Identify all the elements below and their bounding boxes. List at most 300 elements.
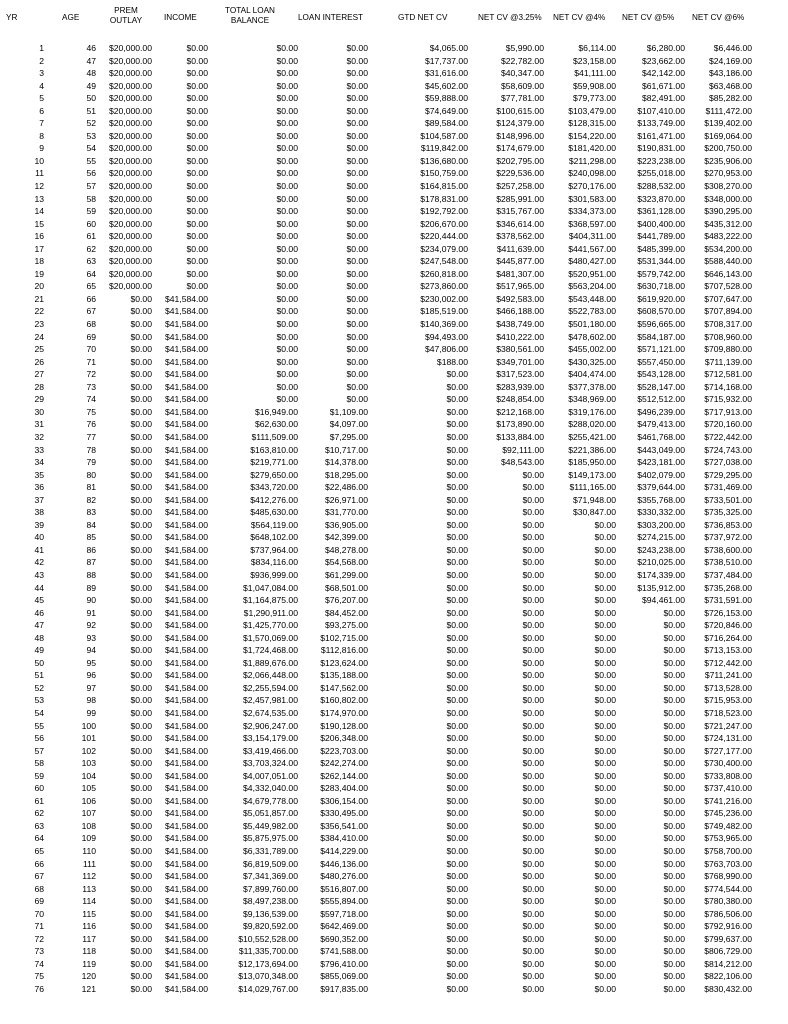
cell-net-cv-5: $330,332.00 bbox=[637, 507, 685, 518]
cell-net-cv-5: $0.00 bbox=[663, 946, 685, 957]
table-row bbox=[0, 807, 788, 820]
cell-total-loan-balance: $279,650.00 bbox=[250, 469, 298, 480]
cell-net-cv-4: $0.00 bbox=[594, 783, 616, 794]
cell-loan-interest: $0.00 bbox=[346, 43, 368, 53]
cell-gtd-net-cv: $0.00 bbox=[446, 745, 468, 756]
cell-net-cv-5: $0.00 bbox=[663, 607, 685, 618]
cell-net-cv-4: $0.00 bbox=[594, 871, 616, 882]
cell-net-cv-5: $255,018.00 bbox=[637, 168, 685, 179]
cell-gtd-net-cv: $0.00 bbox=[446, 670, 468, 681]
cell-net-cv-4: $255,421.00 bbox=[568, 431, 616, 442]
cell-net-cv-6: $308,270.00 bbox=[704, 181, 752, 192]
cell-loan-interest: $690,352.00 bbox=[320, 933, 368, 944]
table-row bbox=[0, 117, 788, 130]
cell-age: 106 bbox=[81, 795, 96, 806]
cell-yr: 21 bbox=[34, 293, 44, 304]
cell-net-cv-5: $42,142.00 bbox=[641, 68, 685, 79]
cell-income: $0.00 bbox=[186, 256, 208, 267]
table-row bbox=[0, 519, 788, 532]
cell-net-cv-6: $735,268.00 bbox=[704, 582, 752, 593]
cell-yr: 20 bbox=[34, 281, 44, 292]
cell-net-cv-6: $731,591.00 bbox=[704, 595, 752, 606]
table-row bbox=[0, 770, 788, 783]
cell-loan-interest: $516,807.00 bbox=[320, 883, 368, 894]
cell-net-cv-5: $528,147.00 bbox=[637, 381, 685, 392]
cell-net-cv-325: $445,877.00 bbox=[496, 256, 544, 267]
cell-prem-outlay: $0.00 bbox=[130, 707, 152, 718]
cell-prem-outlay: $0.00 bbox=[130, 532, 152, 543]
cell-net-cv-5: $135,912.00 bbox=[637, 582, 685, 593]
cell-net-cv-5: $243,238.00 bbox=[637, 544, 685, 555]
cell-net-cv-6: $348,000.00 bbox=[704, 193, 752, 204]
cell-net-cv-6: $737,410.00 bbox=[704, 783, 752, 794]
cell-total-loan-balance: $0.00 bbox=[276, 243, 298, 254]
cell-loan-interest: $446,136.00 bbox=[320, 858, 368, 869]
cell-yr: 2 bbox=[39, 55, 44, 66]
cell-loan-interest: $42,399.00 bbox=[324, 532, 368, 543]
cell-income: $41,584.00 bbox=[164, 494, 208, 505]
cell-age: 101 bbox=[81, 733, 96, 744]
cell-prem-outlay: $20,000.00 bbox=[108, 43, 152, 53]
cell-total-loan-balance: $0.00 bbox=[276, 93, 298, 104]
cell-prem-outlay: $0.00 bbox=[130, 795, 152, 806]
cell-loan-interest: $796,410.00 bbox=[320, 958, 368, 969]
cell-total-loan-balance: $0.00 bbox=[276, 281, 298, 292]
cell-gtd-net-cv: $0.00 bbox=[446, 469, 468, 480]
cell-prem-outlay: $0.00 bbox=[130, 519, 152, 530]
cell-loan-interest: $1,109.00 bbox=[329, 406, 368, 417]
cell-gtd-net-cv: $0.00 bbox=[446, 682, 468, 693]
cell-net-cv-325: $0.00 bbox=[522, 783, 544, 794]
cell-prem-outlay: $20,000.00 bbox=[108, 193, 152, 204]
cell-net-cv-325: $0.00 bbox=[522, 632, 544, 643]
cell-prem-outlay: $20,000.00 bbox=[108, 80, 152, 91]
table-row bbox=[0, 531, 788, 544]
cell-net-cv-325: $0.00 bbox=[522, 494, 544, 505]
cell-loan-interest: $14,378.00 bbox=[324, 457, 368, 468]
cell-loan-interest: $0.00 bbox=[346, 256, 368, 267]
cell-net-cv-5: $0.00 bbox=[663, 921, 685, 932]
cell-net-cv-5: $0.00 bbox=[663, 871, 685, 882]
cell-yr: 10 bbox=[34, 155, 44, 166]
cell-income: $41,584.00 bbox=[164, 482, 208, 493]
cell-total-loan-balance: $0.00 bbox=[276, 231, 298, 242]
cell-total-loan-balance: $0.00 bbox=[276, 118, 298, 129]
cell-yr: 12 bbox=[34, 181, 44, 192]
cell-prem-outlay: $0.00 bbox=[130, 306, 152, 317]
cell-yr: 56 bbox=[34, 733, 44, 744]
cell-income: $41,584.00 bbox=[164, 406, 208, 417]
cell-gtd-net-cv: $234,079.00 bbox=[420, 243, 468, 254]
cell-net-cv-4: $441,567.00 bbox=[568, 243, 616, 254]
cell-age: 61 bbox=[86, 231, 96, 242]
cell-gtd-net-cv: $0.00 bbox=[446, 419, 468, 430]
cell-net-cv-6: $390,295.00 bbox=[704, 206, 752, 217]
cell-net-cv-5: $0.00 bbox=[663, 657, 685, 668]
cell-loan-interest: $597,718.00 bbox=[320, 908, 368, 919]
cell-net-cv-325: $0.00 bbox=[522, 657, 544, 668]
cell-loan-interest: $480,276.00 bbox=[320, 871, 368, 882]
cell-income: $41,584.00 bbox=[164, 670, 208, 681]
cell-net-cv-6: $169,064.00 bbox=[704, 130, 752, 141]
cell-income: $41,584.00 bbox=[164, 896, 208, 907]
cell-net-cv-4: $270,176.00 bbox=[568, 181, 616, 192]
cell-net-cv-5: $0.00 bbox=[663, 971, 685, 982]
cell-net-cv-325: $0.00 bbox=[522, 733, 544, 744]
table-row bbox=[0, 193, 788, 206]
cell-net-cv-325: $0.00 bbox=[522, 707, 544, 718]
cell-gtd-net-cv: $0.00 bbox=[446, 896, 468, 907]
cell-income: $0.00 bbox=[186, 243, 208, 254]
cell-age: 84 bbox=[86, 519, 96, 530]
cell-gtd-net-cv: $94,493.00 bbox=[424, 331, 468, 342]
cell-net-cv-6: $758,700.00 bbox=[704, 846, 752, 856]
cell-net-cv-4: $128,315.00 bbox=[568, 118, 616, 129]
cell-loan-interest: $0.00 bbox=[346, 356, 368, 367]
cell-net-cv-4: $319,176.00 bbox=[568, 406, 616, 417]
cell-total-loan-balance: $1,724,468.00 bbox=[243, 645, 298, 656]
cell-net-cv-5: $579,742.00 bbox=[637, 268, 685, 279]
table-row bbox=[0, 795, 788, 808]
cell-loan-interest: $61,299.00 bbox=[324, 569, 368, 580]
cell-gtd-net-cv: $45,602.00 bbox=[424, 80, 468, 91]
cell-net-cv-325: $0.00 bbox=[522, 984, 544, 995]
cell-total-loan-balance: $3,703,324.00 bbox=[243, 758, 298, 769]
cell-net-cv-4: $79,773.00 bbox=[572, 93, 616, 104]
cell-net-cv-325: $0.00 bbox=[522, 795, 544, 806]
cell-net-cv-4: $0.00 bbox=[594, 820, 616, 831]
cell-gtd-net-cv: $140,369.00 bbox=[420, 319, 468, 330]
cell-gtd-net-cv: $247,548.00 bbox=[420, 256, 468, 267]
cell-gtd-net-cv: $0.00 bbox=[446, 569, 468, 580]
cell-yr: 8 bbox=[39, 130, 44, 141]
cell-age: 105 bbox=[81, 783, 96, 794]
cell-net-cv-5: $355,768.00 bbox=[637, 494, 685, 505]
cell-net-cv-325: $58,609.00 bbox=[500, 80, 544, 91]
cell-income: $41,584.00 bbox=[164, 569, 208, 580]
cell-prem-outlay: $0.00 bbox=[130, 431, 152, 442]
cell-net-cv-5: $107,410.00 bbox=[637, 105, 685, 116]
cell-net-cv-4: $520,951.00 bbox=[568, 268, 616, 279]
cell-age: 109 bbox=[81, 833, 96, 844]
table-row bbox=[0, 431, 788, 444]
table-row bbox=[0, 180, 788, 193]
cell-gtd-net-cv: $0.00 bbox=[446, 833, 468, 844]
cell-net-cv-325: $317,523.00 bbox=[496, 369, 544, 380]
cell-income: $41,584.00 bbox=[164, 921, 208, 932]
cell-gtd-net-cv: $0.00 bbox=[446, 933, 468, 944]
cell-age: 99 bbox=[86, 707, 96, 718]
cell-gtd-net-cv: $47,806.00 bbox=[424, 344, 468, 355]
cell-net-cv-325: $0.00 bbox=[522, 971, 544, 982]
cell-income: $41,584.00 bbox=[164, 846, 208, 856]
cell-income: $41,584.00 bbox=[164, 306, 208, 317]
cell-loan-interest: $414,229.00 bbox=[320, 846, 368, 856]
cell-loan-interest: $112,816.00 bbox=[320, 645, 368, 656]
cell-prem-outlay: $0.00 bbox=[130, 457, 152, 468]
cell-age: 57 bbox=[86, 181, 96, 192]
cell-prem-outlay: $20,000.00 bbox=[108, 118, 152, 129]
cell-net-cv-5: $461,768.00 bbox=[637, 431, 685, 442]
cell-net-cv-4: $301,583.00 bbox=[568, 193, 616, 204]
table-row bbox=[0, 331, 788, 344]
cell-net-cv-5: $6,280.00 bbox=[646, 43, 685, 53]
cell-age: 98 bbox=[86, 695, 96, 706]
cell-gtd-net-cv: $0.00 bbox=[446, 846, 468, 856]
cell-net-cv-4: $23,158.00 bbox=[572, 55, 616, 66]
cell-yr: 58 bbox=[34, 758, 44, 769]
cell-loan-interest: $206,348.00 bbox=[320, 733, 368, 744]
cell-gtd-net-cv: $0.00 bbox=[446, 657, 468, 668]
cell-net-cv-4: $0.00 bbox=[594, 670, 616, 681]
cell-prem-outlay: $20,000.00 bbox=[108, 181, 152, 192]
cell-net-cv-6: $729,295.00 bbox=[704, 469, 752, 480]
cell-net-cv-325: $517,965.00 bbox=[496, 281, 544, 292]
cell-yr: 27 bbox=[34, 369, 44, 380]
cell-total-loan-balance: $11,335,700.00 bbox=[238, 946, 298, 957]
cell-prem-outlay: $0.00 bbox=[130, 808, 152, 819]
table-row bbox=[0, 305, 788, 318]
cell-net-cv-325: $0.00 bbox=[522, 557, 544, 568]
cell-net-cv-325: $173,890.00 bbox=[496, 419, 544, 430]
cell-age: 54 bbox=[86, 143, 96, 154]
cell-loan-interest: $10,717.00 bbox=[324, 444, 368, 455]
header-net-cv-4: NET CV @4% bbox=[553, 13, 606, 22]
cell-age: 108 bbox=[81, 820, 96, 831]
cell-yr: 38 bbox=[34, 507, 44, 518]
cell-net-cv-6: $737,972.00 bbox=[704, 532, 752, 543]
cell-yr: 34 bbox=[34, 457, 44, 468]
cell-net-cv-325: $0.00 bbox=[522, 532, 544, 543]
cell-net-cv-4: $0.00 bbox=[594, 808, 616, 819]
table-row bbox=[0, 393, 788, 406]
cell-net-cv-4: $0.00 bbox=[594, 933, 616, 944]
cell-income: $41,584.00 bbox=[164, 733, 208, 744]
cell-prem-outlay: $20,000.00 bbox=[108, 268, 152, 279]
cell-total-loan-balance: $4,007,051.00 bbox=[243, 770, 298, 781]
cell-loan-interest: $0.00 bbox=[346, 168, 368, 179]
table-row bbox=[0, 218, 788, 231]
cell-total-loan-balance: $0.00 bbox=[276, 331, 298, 342]
cell-gtd-net-cv: $0.00 bbox=[446, 632, 468, 643]
table-header bbox=[0, 0, 788, 38]
table-body bbox=[0, 42, 788, 996]
cell-income: $0.00 bbox=[186, 130, 208, 141]
cell-income: $41,584.00 bbox=[164, 457, 208, 468]
cell-net-cv-4: $240,098.00 bbox=[568, 168, 616, 179]
table-row bbox=[0, 343, 788, 356]
cell-net-cv-325: $77,781.00 bbox=[500, 93, 544, 104]
cell-income: $41,584.00 bbox=[164, 582, 208, 593]
table-row bbox=[0, 142, 788, 155]
cell-net-cv-325: $0.00 bbox=[522, 758, 544, 769]
cell-age: 77 bbox=[86, 431, 96, 442]
cell-prem-outlay: $20,000.00 bbox=[108, 155, 152, 166]
cell-age: 46 bbox=[86, 43, 96, 53]
cell-net-cv-325: $410,222.00 bbox=[496, 331, 544, 342]
cell-net-cv-6: $806,729.00 bbox=[704, 946, 752, 957]
cell-loan-interest: $283,404.00 bbox=[320, 783, 368, 794]
cell-net-cv-325: $466,188.00 bbox=[496, 306, 544, 317]
cell-net-cv-5: $0.00 bbox=[663, 846, 685, 856]
cell-gtd-net-cv: $220,444.00 bbox=[420, 231, 468, 242]
cell-age: 117 bbox=[82, 933, 96, 944]
cell-total-loan-balance: $9,136,539.00 bbox=[243, 908, 298, 919]
cell-net-cv-4: $0.00 bbox=[594, 733, 616, 744]
cell-total-loan-balance: $8,497,238.00 bbox=[243, 896, 298, 907]
cell-gtd-net-cv: $0.00 bbox=[446, 431, 468, 442]
table-row bbox=[0, 858, 788, 871]
cell-loan-interest: $36,905.00 bbox=[324, 519, 368, 530]
cell-loan-interest: $0.00 bbox=[346, 80, 368, 91]
cell-total-loan-balance: $3,419,466.00 bbox=[243, 745, 298, 756]
cell-income: $0.00 bbox=[186, 181, 208, 192]
cell-net-cv-6: $720,846.00 bbox=[704, 620, 752, 631]
cell-yr: 62 bbox=[34, 808, 44, 819]
table-row bbox=[0, 280, 788, 293]
cell-income: $41,584.00 bbox=[164, 645, 208, 656]
cell-total-loan-balance: $1,290,911.00 bbox=[243, 607, 298, 618]
cell-prem-outlay: $0.00 bbox=[130, 733, 152, 744]
cell-prem-outlay: $0.00 bbox=[130, 896, 152, 907]
cell-gtd-net-cv: $0.00 bbox=[446, 369, 468, 380]
cell-net-cv-325: $0.00 bbox=[522, 921, 544, 932]
cell-net-cv-4: $30,847.00 bbox=[572, 507, 616, 518]
cell-gtd-net-cv: $0.00 bbox=[446, 720, 468, 731]
cell-net-cv-325: $283,939.00 bbox=[496, 381, 544, 392]
cell-net-cv-6: $714,168.00 bbox=[704, 381, 752, 392]
cell-loan-interest: $741,588.00 bbox=[320, 946, 368, 957]
cell-gtd-net-cv: $0.00 bbox=[446, 695, 468, 706]
cell-prem-outlay: $0.00 bbox=[130, 745, 152, 756]
cell-net-cv-325: $0.00 bbox=[522, 933, 544, 944]
cell-net-cv-4: $430,325.00 bbox=[568, 356, 616, 367]
cell-total-loan-balance: $0.00 bbox=[276, 306, 298, 317]
cell-income: $41,584.00 bbox=[164, 833, 208, 844]
cell-net-cv-4: $0.00 bbox=[594, 984, 616, 995]
table-row bbox=[0, 895, 788, 908]
cell-net-cv-5: $0.00 bbox=[663, 620, 685, 631]
cell-income: $41,584.00 bbox=[164, 720, 208, 731]
cell-net-cv-6: $483,222.00 bbox=[704, 231, 752, 242]
cell-yr: 68 bbox=[34, 883, 44, 894]
table-row bbox=[0, 243, 788, 256]
cell-total-loan-balance: $5,875,975.00 bbox=[243, 833, 298, 844]
cell-gtd-net-cv: $0.00 bbox=[446, 820, 468, 831]
table-row bbox=[0, 682, 788, 695]
cell-net-cv-325: $212,168.00 bbox=[496, 406, 544, 417]
cell-net-cv-5: $210,025.00 bbox=[637, 557, 685, 568]
cell-loan-interest: $0.00 bbox=[346, 68, 368, 79]
cell-loan-interest: $0.00 bbox=[346, 193, 368, 204]
table-row bbox=[0, 105, 788, 118]
cell-gtd-net-cv: $0.00 bbox=[446, 595, 468, 606]
cell-total-loan-balance: $0.00 bbox=[276, 319, 298, 330]
cell-net-cv-325: $0.00 bbox=[522, 745, 544, 756]
cell-net-cv-6: $713,528.00 bbox=[704, 682, 752, 693]
cell-total-loan-balance: $0.00 bbox=[276, 356, 298, 367]
cell-net-cv-325: $148,996.00 bbox=[496, 130, 544, 141]
cell-net-cv-5: $0.00 bbox=[663, 883, 685, 894]
cell-loan-interest: $174,970.00 bbox=[320, 707, 368, 718]
cell-gtd-net-cv: $178,831.00 bbox=[420, 193, 468, 204]
cell-income: $41,584.00 bbox=[164, 783, 208, 794]
cell-net-cv-325: $0.00 bbox=[522, 833, 544, 844]
cell-yr: 9 bbox=[39, 143, 44, 154]
cell-gtd-net-cv: $0.00 bbox=[446, 507, 468, 518]
cell-total-loan-balance: $0.00 bbox=[276, 381, 298, 392]
cell-net-cv-6: $43,186.00 bbox=[708, 68, 752, 79]
cell-loan-interest: $330,495.00 bbox=[320, 808, 368, 819]
cell-gtd-net-cv: $74,649.00 bbox=[424, 105, 468, 116]
cell-net-cv-4: $334,373.00 bbox=[568, 206, 616, 217]
cell-loan-interest: $262,144.00 bbox=[320, 770, 368, 781]
cell-prem-outlay: $0.00 bbox=[130, 783, 152, 794]
cell-age: 51 bbox=[86, 105, 96, 116]
cell-income: $41,584.00 bbox=[164, 958, 208, 969]
cell-prem-outlay: $0.00 bbox=[130, 958, 152, 969]
cell-net-cv-325: $0.00 bbox=[522, 946, 544, 957]
cell-net-cv-6: $715,953.00 bbox=[704, 695, 752, 706]
cell-age: 47 bbox=[86, 55, 96, 66]
cell-gtd-net-cv: $0.00 bbox=[446, 984, 468, 995]
cell-net-cv-325: $257,258.00 bbox=[496, 181, 544, 192]
cell-net-cv-6: $730,400.00 bbox=[704, 758, 752, 769]
cell-age: 78 bbox=[86, 444, 96, 455]
cell-income: $41,584.00 bbox=[164, 682, 208, 693]
cell-prem-outlay: $0.00 bbox=[130, 507, 152, 518]
cell-net-cv-5: $608,570.00 bbox=[637, 306, 685, 317]
cell-total-loan-balance: $0.00 bbox=[276, 344, 298, 355]
cell-age: 59 bbox=[86, 206, 96, 217]
cell-loan-interest: $0.00 bbox=[346, 281, 368, 292]
cell-gtd-net-cv: $0.00 bbox=[446, 707, 468, 718]
cell-age: 107 bbox=[81, 808, 96, 819]
cell-net-cv-6: $749,482.00 bbox=[704, 820, 752, 831]
cell-age: 81 bbox=[86, 482, 96, 493]
cell-net-cv-6: $139,402.00 bbox=[704, 118, 752, 129]
cell-loan-interest: $26,971.00 bbox=[324, 494, 368, 505]
cell-net-cv-325: $0.00 bbox=[522, 720, 544, 731]
cell-income: $0.00 bbox=[186, 193, 208, 204]
cell-prem-outlay: $0.00 bbox=[130, 569, 152, 580]
cell-age: 66 bbox=[86, 293, 96, 304]
cell-yr: 17 bbox=[34, 243, 44, 254]
header-income: INCOME bbox=[164, 13, 197, 22]
header-yr: YR bbox=[6, 13, 18, 22]
cell-net-cv-5: $423,181.00 bbox=[637, 457, 685, 468]
cell-net-cv-6: $774,544.00 bbox=[704, 883, 752, 894]
table-row bbox=[0, 255, 788, 268]
cell-age: 95 bbox=[86, 657, 96, 668]
cell-yr: 36 bbox=[34, 482, 44, 493]
cell-prem-outlay: $0.00 bbox=[130, 582, 152, 593]
table-row bbox=[0, 481, 788, 494]
cell-net-cv-6: $738,510.00 bbox=[704, 557, 752, 568]
cell-net-cv-4: $0.00 bbox=[594, 532, 616, 543]
cell-age: 55 bbox=[86, 155, 96, 166]
cell-total-loan-balance: $412,276.00 bbox=[250, 494, 298, 505]
cell-income: $41,584.00 bbox=[164, 770, 208, 781]
cell-net-cv-6: $763,703.00 bbox=[704, 858, 752, 869]
cell-net-cv-5: $496,239.00 bbox=[637, 406, 685, 417]
header-loan-interest: LOAN INTEREST bbox=[298, 13, 364, 22]
cell-net-cv-6: $24,169.00 bbox=[708, 55, 752, 66]
header-prem-line2: OUTLAY bbox=[109, 16, 143, 25]
cell-income: $0.00 bbox=[186, 268, 208, 279]
cell-net-cv-4: $0.00 bbox=[594, 833, 616, 844]
cell-net-cv-4: $41,111.00 bbox=[574, 68, 616, 79]
